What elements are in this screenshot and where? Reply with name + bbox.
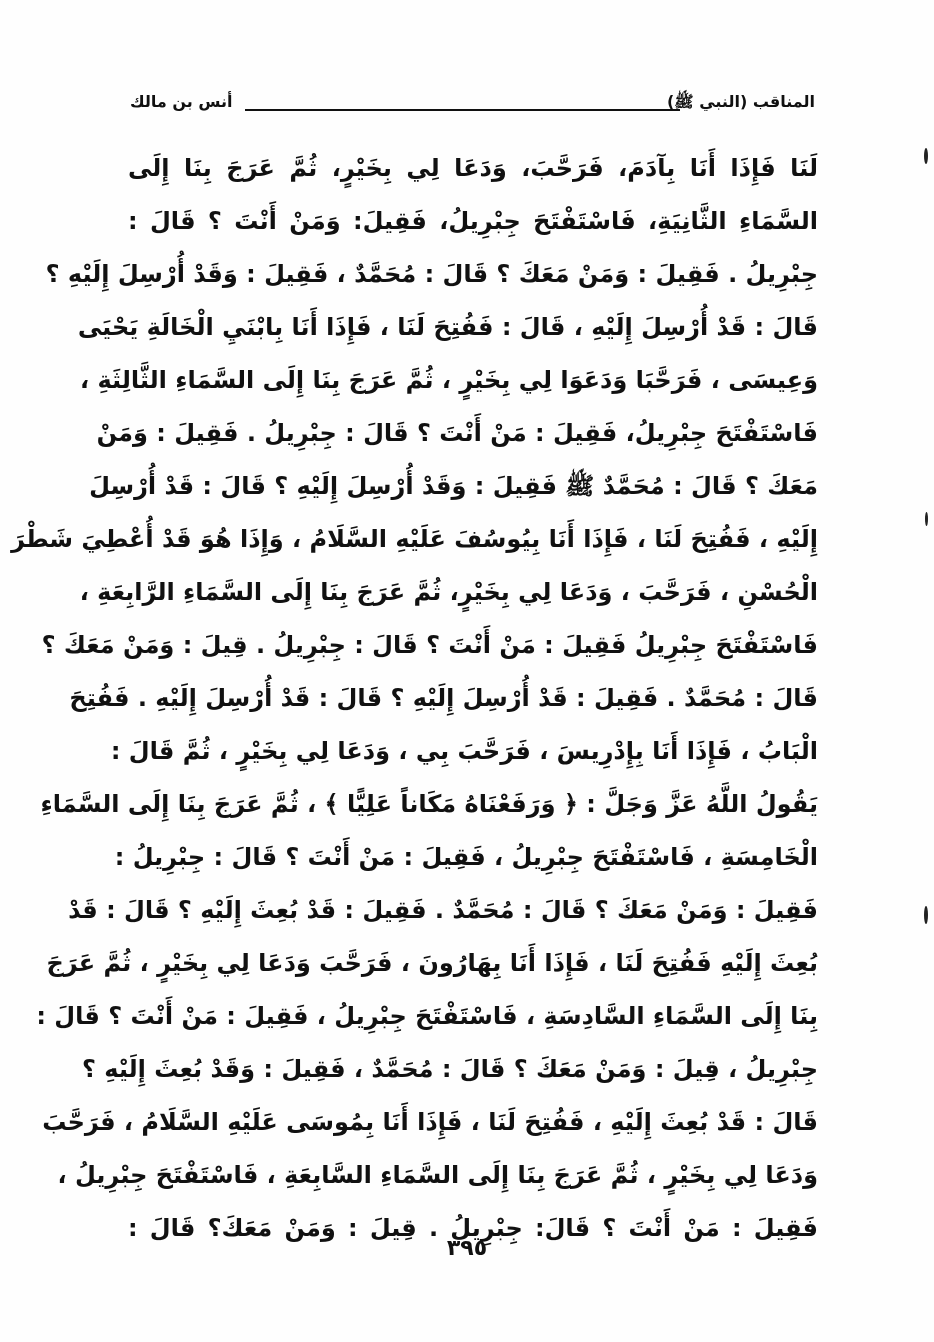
text-line: فَاسْتَفْتَحَ جِبْرِيلُ فَقِيلَ : مَنْ أَنْتَ ؟ قَالَ : جِبْرِيلُ . قِيلَ : وَمَنْ مَعَكَ ؟ bbox=[41, 631, 818, 659]
text-line: السَّمَاءِ الثَّانِيَةِ، فَاسْتَفْتَحَ جِبْرِيلُ، فَقِيلَ: وَمَنْ أَنْتَ ؟ قَالَ : bbox=[128, 207, 818, 235]
scan-speck bbox=[924, 906, 928, 924]
chapter-title: المناقب (النبي ﷺ) bbox=[666, 92, 815, 111]
text-line: بِنَا إِلَى السَّمَاءِ السَّادِسَةِ ، فَاسْتَفْتَحَ جِبْرِيلُ ، فَقِيلَ : مَنْ أَنْتَ ؟ قَالَ : bbox=[36, 1002, 818, 1030]
text-line: جِبْرِيلُ ، قِيلَ : وَمَنْ مَعَكَ ؟ قَالَ : مُحَمَّدٌ ، فَقِيلَ : وَقَدْ بُعِثَ إِلَيْهِ ؟ bbox=[82, 1055, 818, 1083]
text-line: فَقِيلَ : وَمَنْ مَعَكَ ؟ قَالَ : مُحَمَّدٌ . فَقِيلَ : قَدْ بُعِثَ إِلَيْهِ ؟ قَالَ : قَدْ bbox=[68, 896, 818, 924]
text-line: الْخَامِسَةِ ، فَاسْتَفْتَحَ جِبْرِيلُ ، فَقِيلَ : مَنْ أَنْتَ ؟ قَالَ : جِبْرِيلُ : bbox=[114, 843, 818, 871]
scan-speck bbox=[924, 148, 928, 164]
narrator-title: أنس بن مالك bbox=[130, 92, 233, 111]
text-line: فَقِيلَ : مَنْ أَنْتَ ؟ قَالَ: جِبْرِيلُ . قِيلَ : وَمَنْ مَعَكَ؟ قَالَ : bbox=[128, 1214, 818, 1242]
page-number: ٣٩٥ bbox=[446, 1236, 488, 1261]
text-line: إِلَيْهِ ، فَفُتِحَ لَنَا ، فَإِذَا أَنَا بِيُوسُفَ عَلَيْهِ السَّلَامُ ، وَإِذَا هُوَ قَدْ أُعْطِيَ شَطْرَ bbox=[11, 525, 818, 553]
text-line: فَاسْتَفْتَحَ جِبْرِيلُ، فَقِيلَ : مَنْ أَنْتَ ؟ قَالَ : جِبْرِيلُ . فَقِيلَ : وَمَنْ bbox=[96, 419, 818, 447]
text-line: مَعَكَ ؟ قَالَ : مُحَمَّدٌ ﷺ فَقِيلَ : وَقَدْ أُرْسِلَ إِلَيْهِ ؟ قَالَ : قَدْ أُرْسِلَ bbox=[89, 472, 818, 500]
text-line: قَالَ : قَدْ أُرْسِلَ إِلَيْهِ ، قَالَ : فَفُتِحَ لَنَا ، فَإِذَا أَنَا بِابْنَيِ الْخَالَةِ يَحْيَى bbox=[77, 313, 818, 341]
text-line: جِبْرِيلُ . فَقِيلَ : وَمَنْ مَعَكَ ؟ قَالَ : مُحَمَّدٌ ، فَقِيلَ : وَقَدْ أُرْسِلَ إِلَيْهِ ؟ bbox=[45, 260, 818, 288]
text-line: لَنَا فَإِذَا أَنَا بِآدَمَ، فَرَحَّبَ، وَدَعَا لِي بِخَيْرٍ، ثُمَّ عَرَجَ بِنَا إِلَى bbox=[128, 154, 818, 182]
text-line: الْحُسْنِ ، فَرَحَّبَ ، وَدَعَا لِي بِخَيْرٍ، ثُمَّ عَرَجَ بِنَا إِلَى السَّمَاءِ الرَّابِعَةِ ، bbox=[79, 578, 818, 606]
scan-speck bbox=[925, 512, 928, 526]
text-line: قَالَ : مُحَمَّدٌ . فَقِيلَ : قَدْ أُرْسِلَ إِلَيْهِ ؟ قَالَ : قَدْ أُرْسِلَ إِلَيْهِ . فَفُتِحَ bbox=[69, 684, 818, 712]
header-rule bbox=[245, 109, 680, 111]
text-line: قَالَ : قَدْ بُعِثَ إِلَيْهِ ، فَفُتِحَ لَنَا ، فَإِذَا أَنَا بِمُوسَى عَلَيْهِ السَّلَامُ ، فَرَحَّبَ bbox=[42, 1108, 818, 1136]
text-line: بُعِثَ إِلَيْهِ فَفُتِحَ لَنَا ، فَإِذَا أَنَا بِهَارُونَ ، فَرَحَّبَ وَدَعَا لِي بِخَيْرٍ ، ثُمَّ عَرَجَ bbox=[46, 949, 818, 977]
text-line: يَقُولُ اللَّهُ عَزَّ وَجَلَّ : ﴿ وَرَفَعْنَاهُ مَكَاناً عَلِيًّا ﴾ ، ثُمَّ عَرَجَ بِنَا إِلَى السَّمَاءِ bbox=[40, 790, 818, 818]
text-line: وَدَعَا لِي بِخَيْرٍ ، ثُمَّ عَرَجَ بِنَا إِلَى السَّمَاءِ السَّابِعَةِ ، فَاسْتَفْتَحَ جِبْرِيلُ ، bbox=[57, 1161, 818, 1189]
running-header bbox=[130, 92, 815, 122]
text-line: الْبَابُ ، فَإِذَا أَنَا بِإِدْرِيسَ ، فَرَحَّبَ بِي ، وَدَعَا لِي بِخَيْرٍ ، ثُمَّ قَالَ : bbox=[110, 737, 818, 765]
text-line: وَعِيسَى ، فَرَحَّبَا وَدَعَوَا لِي بِخَيْرٍ ، ثُمَّ عَرَجَ بِنَا إِلَى السَّمَاءِ الثَّالِثَةِ ، bbox=[80, 366, 818, 394]
page-body bbox=[11, 142, 818, 1242]
